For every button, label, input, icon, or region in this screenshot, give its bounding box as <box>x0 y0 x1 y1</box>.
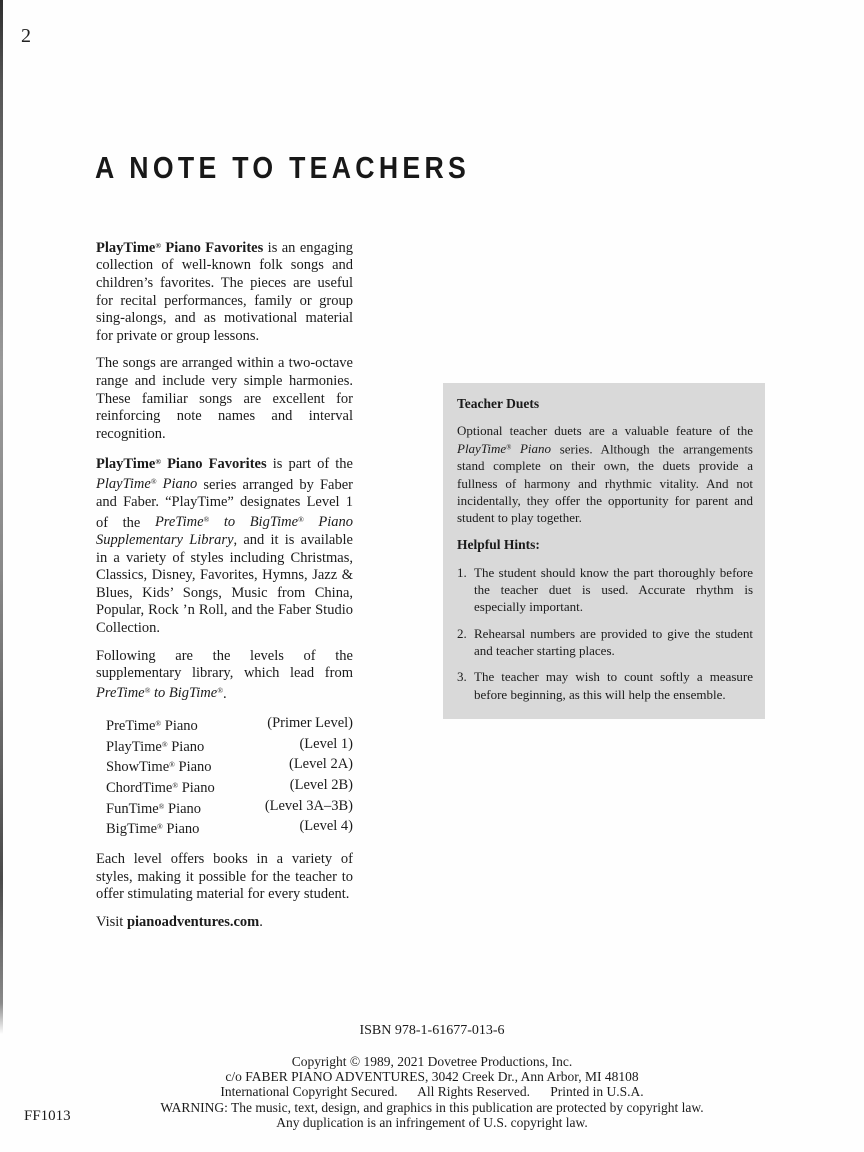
levels-intro-text: Following are the levels of the supplementary library, which lead from <box>96 647 353 682</box>
series-paragraph <box>96 453 353 637</box>
duets-text: series. Although the arrangements stand complete on their own, the duets provide a fullness of harmony and rhythmic vitality. And not incidentally, they offer the opportunity for parent and student to play together. <box>457 440 753 526</box>
levels-intro-paragraph <box>96 648 353 704</box>
level-name: BigTime® Piano <box>106 821 200 838</box>
publisher-address-line: c/o FABER PIANO ADVENTURES, 3042 Creek Dr., Ann Arbor, MI 48108 <box>225 1069 639 1085</box>
warning-line: WARNING: The music, text, design, and graphics in this publication are protected by copyright law. <box>160 1099 704 1115</box>
teacher-duets-heading: Teacher Duets <box>457 396 540 411</box>
duets-text: Optional teacher duets are a valuable feature of the <box>457 423 753 439</box>
level-name: ChordTime® Piano <box>106 779 215 796</box>
level-value: (Level 4) <box>299 818 353 835</box>
series-title-bold: PlayTime® Piano Favorites <box>96 239 264 256</box>
series-title-bold: PlayTime® Piano Favorites <box>96 456 267 473</box>
level-value: (Level 2B) <box>289 777 353 794</box>
isbn-line: ISBN 978-1-61677-013-6 <box>359 1023 505 1038</box>
series-paragraph-text: , and it is available in a variety of styles including Christmas, Classics, Disney, Favorites, Hymns, Jazz & Blues, Kids’ Songs, Music from China, Popular, Rock ’n Roll, and the Faber Studio Collection. <box>96 531 353 636</box>
catalog-number: FF1013 <box>24 1108 71 1124</box>
visit-period: . <box>259 913 263 930</box>
levels-list <box>96 715 353 839</box>
pretime-bigtime-italic: PreTime® to BigTime® <box>96 685 223 702</box>
intro-paragraph <box>96 237 353 345</box>
scan-edge-line <box>0 0 3 1034</box>
website-link-text: pianoadventures.com <box>126 913 260 930</box>
list-item <box>96 777 353 798</box>
rights-line: International Copyright Secured. All Rights Reserved. Printed in U.S.A. <box>220 1084 644 1100</box>
hint-item <box>457 668 753 703</box>
level-value: (Level 3A–3B) <box>264 797 353 814</box>
series-paragraph-text: is part of the <box>266 456 353 473</box>
list-item <box>96 756 353 777</box>
teacher-duets-box <box>443 383 765 719</box>
series-paragraph-text: series arranged by Faber and Faber. “PlayTime” designates Level 1 of the <box>96 476 353 531</box>
hint-item <box>457 625 753 660</box>
intro-paragraph-text: is an engaging collection of well-known folk songs and children’s favorites. The pieces are useful for recital performances, family or group sing-alongs, and as motivational material for private or group lessons. <box>96 239 353 344</box>
copyright-block <box>0 1054 864 1130</box>
level-name: ShowTime® Piano <box>106 759 212 776</box>
hint-item <box>457 564 753 616</box>
page-number: 2 <box>21 25 31 47</box>
songs-paragraph: The songs are arranged within a two-octave range and include very simple harmonies. These familiar songs are excellent for reinforcing note names and interval recognition. <box>96 355 353 442</box>
teacher-duets-paragraph <box>457 422 753 526</box>
hint-number: 2. <box>457 625 467 641</box>
duplication-line: Any duplication is an infringement of U.S. copyright law. <box>276 1114 588 1130</box>
list-item <box>96 715 353 736</box>
list-item <box>96 736 353 757</box>
level-value: (Primer Level) <box>267 715 353 732</box>
library-title-italic: PreTime® to BigTime® Piano Supplementary Library <box>96 514 353 548</box>
left-column <box>96 237 353 941</box>
playtime-piano-italic: PlayTime® Piano <box>96 476 198 493</box>
list-item <box>96 818 353 839</box>
hint-number: 1. <box>457 564 467 580</box>
level-value: (Level 1) <box>299 735 353 752</box>
hint-text: The teacher may wish to count softly a measure before beginning, as this will help the ensemble. <box>474 669 753 702</box>
styles-paragraph: Each level offers books in a variety of styles, making it possible for the teacher to offer stimulating material for every student. <box>96 851 353 903</box>
level-name: PreTime® Piano <box>106 717 198 734</box>
level-name: FunTime® Piano <box>106 800 202 817</box>
copyright-line: Copyright © 1989, 2021 Dovetree Productions, Inc. <box>291 1054 573 1069</box>
helpful-hints-heading: Helpful Hints: <box>457 537 540 553</box>
hint-text: The student should know the part thoroughly before the teacher duet is used. Accurate rhythm is especially important. <box>474 564 753 615</box>
visit-paragraph <box>96 914 353 932</box>
hint-text: Rehearsal numbers are provided to give the student and teacher starting places. <box>474 625 753 658</box>
page-title: A NOTE TO TEACHERS <box>95 149 471 185</box>
level-name: PlayTime® Piano <box>106 738 205 755</box>
level-value: (Level 2A) <box>288 756 353 773</box>
list-item <box>96 798 353 819</box>
levels-intro-period: . <box>222 685 227 702</box>
playtime-piano-italic: PlayTime® Piano <box>457 440 552 456</box>
visit-text: Visit <box>96 913 127 930</box>
hint-number: 3. <box>457 669 467 685</box>
